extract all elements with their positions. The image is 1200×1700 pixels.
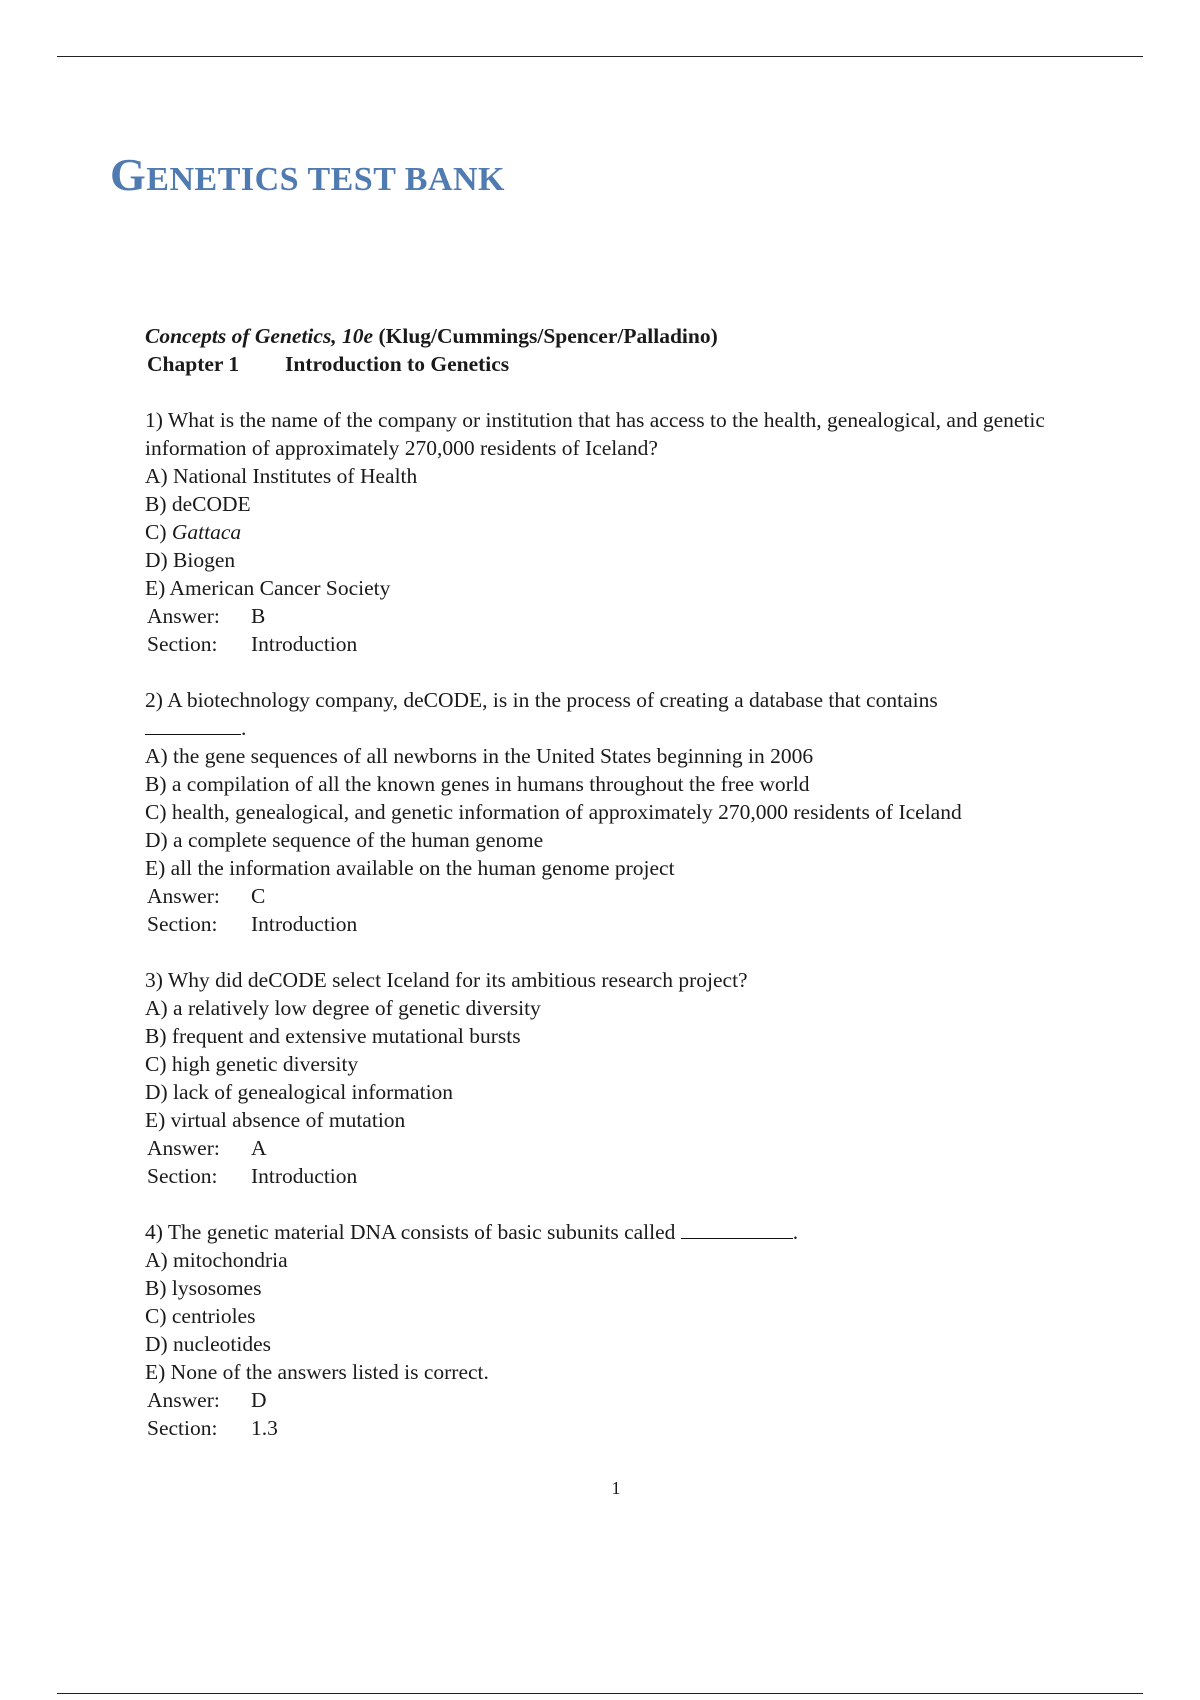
question-text: 1) What is the name of the company or institution that has access to the health, genealogical, and genetic information of approximately 270,000 residents of Iceland?: [145, 408, 1045, 460]
option-d: D) lack of genealogical information: [145, 1080, 454, 1104]
option-b: B) frequent and extensive mutational bursts: [145, 1024, 521, 1048]
question-text: 2) A biotechnology company, deCODE, is in the process of creating a database that contains: [145, 688, 938, 712]
section-line: Section: Introduction: [147, 1164, 358, 1188]
option-c: C) health, genealogical, and genetic information of approximately 270,000 residents of Iceland: [145, 800, 962, 824]
option-b: B) a compilation of all the known genes in humans throughout the free world: [145, 772, 810, 796]
option-b: B) deCODE: [145, 492, 251, 516]
footer-rule: [57, 1693, 1143, 1694]
option-b: B) lysosomes: [145, 1276, 262, 1300]
option-a: A) mitochondria: [145, 1248, 288, 1272]
option-e: E) all the information available on the human genome project: [145, 856, 675, 880]
answer-blank: [681, 1218, 793, 1239]
question-text: 3) Why did deCODE select Iceland for its ambitious research project?: [145, 968, 748, 992]
option-e: E) American Cancer Society: [145, 576, 391, 600]
document-title: GENETICS TEST BANK: [110, 149, 506, 200]
option-a: A) National Institutes of Health: [145, 464, 418, 488]
option-d: D) a complete sequence of the human genome: [145, 828, 544, 852]
answer-line: Answer: A: [147, 1136, 267, 1160]
option-c: C) high genetic diversity: [145, 1052, 359, 1076]
option-d: D) nucleotides: [145, 1332, 271, 1356]
question-1: [145, 406, 1075, 658]
question-2: [145, 686, 1075, 938]
option-c: C) centrioles: [145, 1304, 256, 1328]
header-rule: [57, 56, 1143, 57]
document-body: [145, 322, 1075, 1442]
question-blank-line: .: [145, 714, 1075, 742]
section-line: Section: 1.3: [147, 1416, 278, 1440]
section-line: Section: Introduction: [147, 632, 358, 656]
option-a: A) the gene sequences of all newborns in the United States beginning in 2006: [145, 744, 814, 768]
option-e: E) None of the answers listed is correct.: [145, 1360, 489, 1384]
option-d: D) Biogen: [145, 548, 236, 572]
book-citation: Concepts of Genetics, 10e (Klug/Cummings/Spencer/Palladino): [145, 324, 718, 348]
answer-line: Answer: B: [147, 604, 266, 628]
question-3: [145, 966, 1075, 1190]
option-c: C) Gattaca: [145, 520, 242, 544]
option-e: E) virtual absence of mutation: [145, 1108, 406, 1132]
option-a: A) a relatively low degree of genetic diversity: [145, 996, 541, 1020]
chapter-heading: Chapter 1 Introduction to Genetics: [147, 352, 510, 376]
answer-line: Answer: D: [147, 1388, 267, 1412]
question-4: [145, 1218, 1075, 1442]
page-number: 1: [611, 1478, 621, 1498]
answer-line: Answer: C: [147, 884, 266, 908]
answer-blank: [145, 714, 241, 735]
section-line: Section: Introduction: [147, 912, 358, 936]
question-text: 4) The genetic material DNA consists of basic subunits called .: [145, 1220, 799, 1244]
